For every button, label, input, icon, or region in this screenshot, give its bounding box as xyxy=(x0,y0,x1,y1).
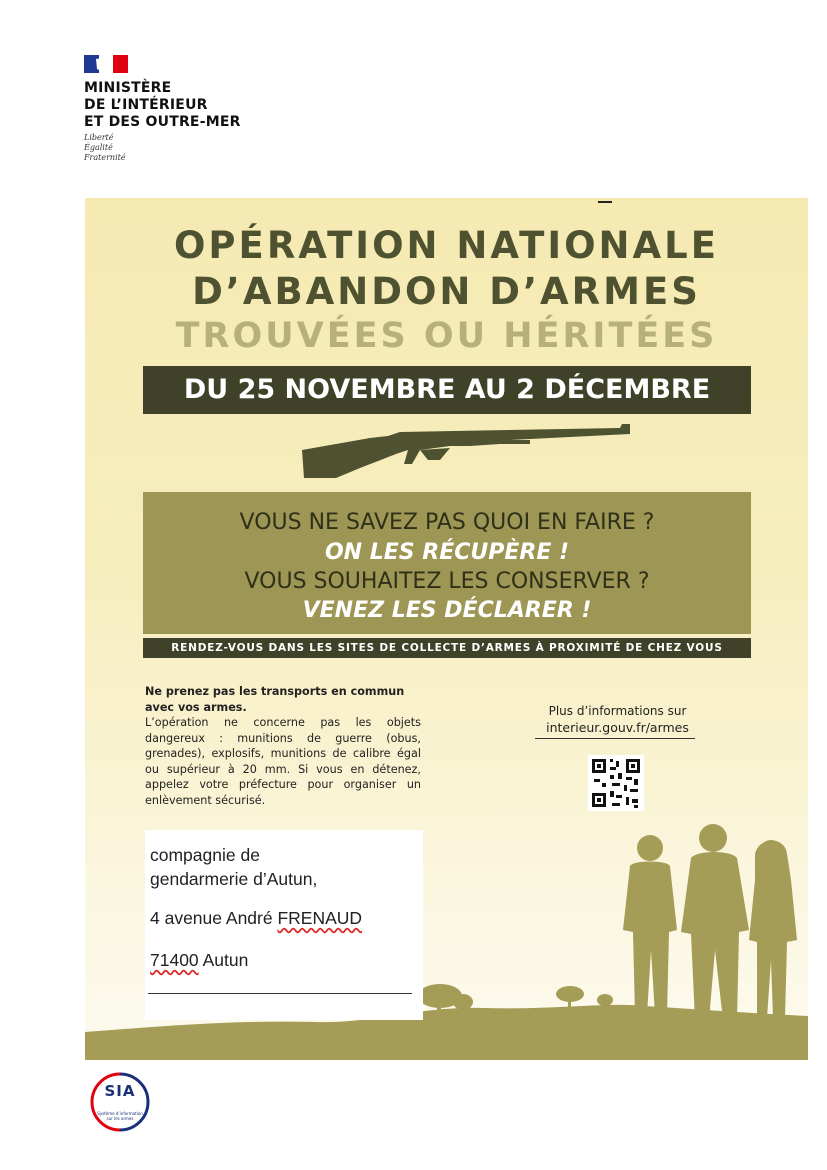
warning-text-block xyxy=(145,684,421,808)
dates-banner: DU 25 NOVEMBRE AU 2 DÉCEMBRE xyxy=(143,366,751,414)
ministry-line-2: DE L’INTÉRIEUR xyxy=(84,97,208,113)
title-line-3: TROUVÉES OU HÉRITÉES xyxy=(175,316,718,356)
address-street-name: FRENAUD xyxy=(277,908,363,928)
top-tick-mark xyxy=(598,201,612,203)
address-line-1: compagnie de xyxy=(150,845,260,865)
info-label: Plus d’informations sur xyxy=(548,704,687,718)
address-street: 4 avenue André xyxy=(150,908,278,928)
sia-logo-subtitle: Système d’information sur les armes xyxy=(97,1111,143,1121)
marianne-flag-icon xyxy=(84,55,128,73)
question-1: VOUS NE SAVEZ PAS QUOI EN FAIRE ? xyxy=(239,510,655,535)
motto-egalite: Égalité xyxy=(84,143,113,152)
ministry-line-1: MINISTÈRE xyxy=(84,80,172,96)
info-link[interactable]: interieur.gouv.fr/armes xyxy=(546,720,689,735)
republic-motto xyxy=(84,133,126,163)
motto-liberte: Liberté xyxy=(84,133,114,142)
rifle-icon xyxy=(300,420,635,482)
address-line-2: gendarmerie d’Autun, xyxy=(150,869,318,889)
motto-fraternite: Fraternité xyxy=(84,153,126,162)
qr-code-icon[interactable] xyxy=(588,755,644,811)
answer-1: ON LES RÉCUPÈRE ! xyxy=(324,540,570,565)
title-line-2: D’ABANDON D’ARMES xyxy=(192,270,701,313)
ministry-line-3: ET DES OUTRE-MER xyxy=(84,114,241,130)
question-2: VOUS SOUHAITEZ LES CONSERVER ? xyxy=(244,569,650,594)
info-underline xyxy=(535,738,695,739)
address-underline xyxy=(148,993,412,994)
sia-logo-icon xyxy=(88,1070,152,1134)
address-city: Autun xyxy=(198,950,249,970)
rdv-banner: RENDEZ-VOUS DANS LES SITES DE COLLECTE D’ARMES À PROXIMITÉ DE CHEZ VOUS xyxy=(143,638,751,658)
warning-body: L’opération ne concerne pas les objets dangereux : munitions de guerre (obus, grenades), explosifs, munitions de calibre égal ou supérieur à 20 mm. Si vous en détenez, appelez votre préfecture pour organiser un enlèvement sécurisé. xyxy=(145,716,421,807)
sia-logo-text: SIA xyxy=(104,1082,136,1100)
address-line-3 xyxy=(150,908,362,929)
ministry-name xyxy=(84,80,241,131)
title-line-1: OPÉRATION NATIONALE xyxy=(173,224,720,267)
address-line-4 xyxy=(150,950,248,971)
answer-2: VENEZ LES DÉCLARER ! xyxy=(302,598,592,623)
warning-bold: Ne prenez pas les transports en commun avec vos armes. xyxy=(145,685,405,714)
address-postcode: 71400 xyxy=(150,950,199,970)
